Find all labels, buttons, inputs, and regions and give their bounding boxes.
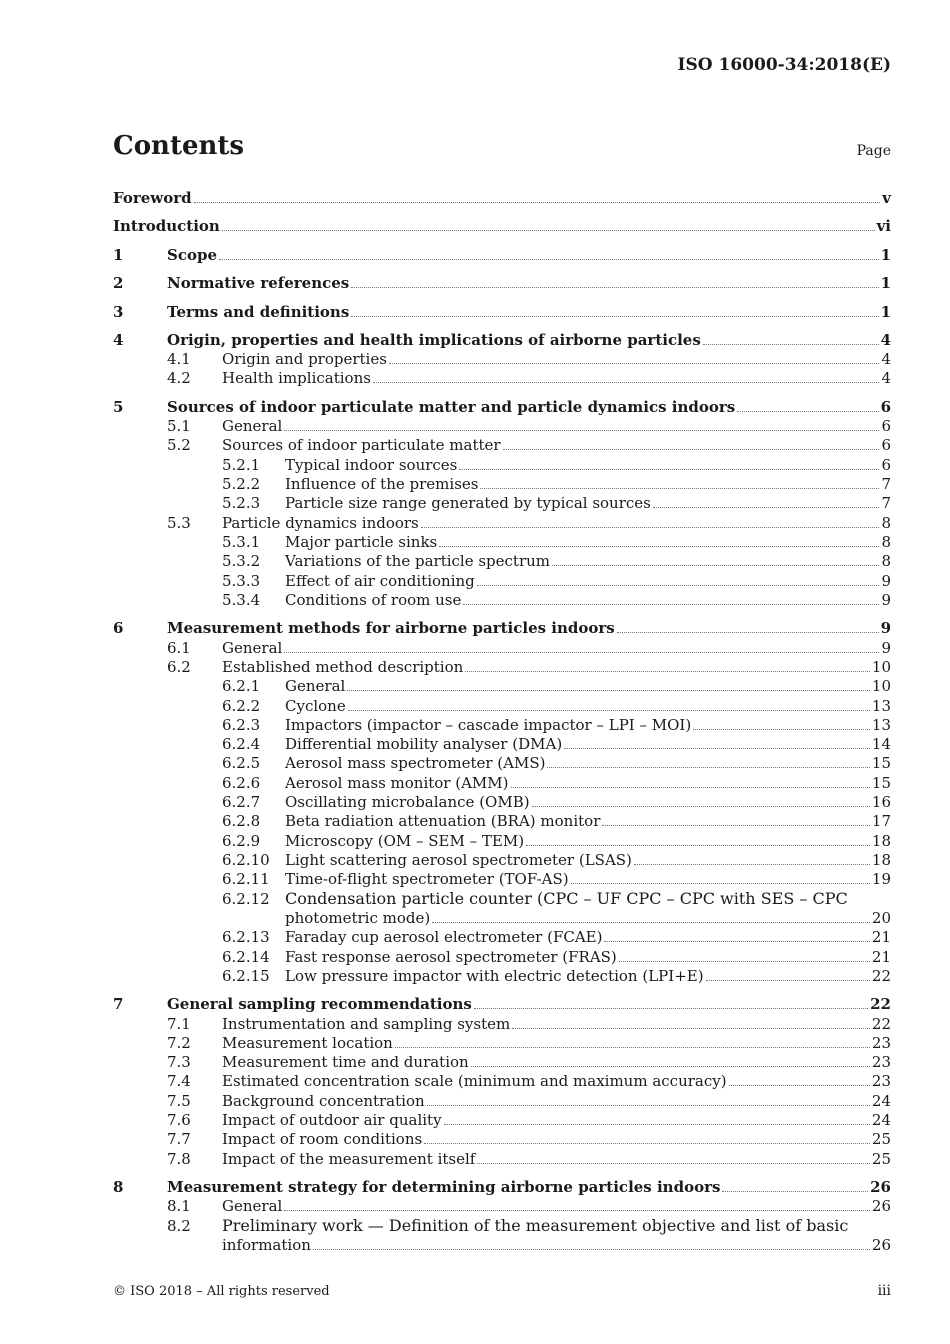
toc-leader-dots	[389, 350, 880, 364]
toc-entry[interactable]	[0, 435, 950, 455]
toc-entry-page: 9	[881, 572, 891, 590]
toc-entry-title: Cyclone	[285, 697, 346, 715]
toc-leader-dots	[421, 514, 880, 528]
toc-entry[interactable]	[0, 590, 950, 610]
toc-entry-title: Impact of outdoor air quality	[222, 1111, 442, 1129]
toc-leader-dots	[703, 331, 879, 345]
toc-entry-page: 8	[881, 514, 891, 532]
toc-entry-page: 6	[881, 456, 891, 474]
toc-entry-page: 4	[881, 350, 891, 368]
toc-entry[interactable]	[0, 368, 950, 388]
toc-entry-title: Particle dynamics indoors	[222, 514, 419, 532]
toc-leader-dots	[284, 417, 879, 431]
toc-entry-number: 6.2	[167, 658, 191, 676]
toc-entry-title: Beta radiation attenuation (BRA) monitor	[285, 812, 601, 830]
toc-entry-number: 6.1	[167, 639, 191, 657]
toc-entry-title: Impact of the measurement itself	[222, 1150, 476, 1168]
toc-entry-title: Origin and properties	[222, 350, 387, 368]
toc-entry-title: Measurement methods for airborne particles indoors	[167, 619, 615, 637]
toc-entry-number: 7.8	[167, 1150, 191, 1168]
toc-entry-number: 8.1	[167, 1197, 191, 1215]
toc-entry-number: 8	[113, 1178, 124, 1196]
toc-entry-title: Microscopy (OM – SEM – TEM)	[285, 832, 525, 850]
toc-entry[interactable]	[0, 273, 950, 293]
toc-leader-dots	[552, 552, 879, 566]
toc-entry-page: 9	[881, 591, 891, 609]
toc-leader-dots	[602, 812, 870, 826]
toc-entry-page: 21	[871, 948, 891, 966]
toc-entry[interactable]	[0, 1052, 950, 1072]
toc-entry[interactable]	[0, 657, 950, 677]
toc-entry-title: Particle size range generated by typical sources	[285, 494, 651, 512]
toc-entry-number: 6.2.1	[222, 677, 261, 695]
toc-entry[interactable]	[0, 811, 950, 831]
toc-entry-title: Origin, properties and health implications of airborne particles	[167, 331, 701, 349]
toc-entry-title: Scope	[167, 246, 218, 264]
toc-entry-page: 6	[881, 417, 891, 435]
toc-entry-title: Terms and definitions	[167, 303, 350, 321]
toc-entry-title: Foreword	[113, 189, 192, 207]
toc-entry-number: 5.3.1	[222, 533, 261, 551]
toc-entry-number: 5.2.3	[222, 494, 261, 512]
toc-entry-number: 6.2.13	[222, 928, 270, 946]
toc-entry-page: 23	[871, 1034, 891, 1052]
toc-leader-dots	[219, 246, 879, 260]
toc-entry[interactable]	[0, 474, 950, 494]
toc-entry-number: 7.7	[167, 1130, 191, 1148]
toc-entry-number: 6	[113, 619, 124, 637]
toc-leader-dots	[571, 870, 870, 884]
toc-leader-dots	[444, 1111, 870, 1125]
toc-entry-title: Time-of-flight spectrometer (TOF-AS)	[285, 870, 569, 888]
toc-entry[interactable]	[0, 734, 950, 754]
toc-entry-page: 21	[871, 928, 891, 946]
toc-entry-page: 16	[871, 793, 891, 811]
toc-entry-page: 9	[880, 619, 891, 637]
footer-page-number: iii	[877, 1283, 891, 1299]
toc-entry-number: 5.2.2	[222, 475, 261, 493]
toc-entry-title: Introduction	[113, 217, 220, 235]
toc-entry-title: Differential mobility analyser (DMA)	[285, 735, 563, 753]
toc-entry-number: 6.2.9	[222, 832, 261, 850]
toc-entry-title: Faraday cup aerosol electrometer (FCAE)	[285, 928, 603, 946]
toc-entry[interactable]	[0, 1033, 950, 1053]
toc-entry-page: v	[882, 189, 891, 207]
toc-entry-page: 8	[881, 552, 891, 570]
toc-entry[interactable]	[0, 1110, 950, 1130]
toc-entry-page: 13	[871, 697, 891, 715]
toc-entry-page: 22	[871, 1015, 891, 1033]
toc-entry-page: 4	[880, 331, 891, 349]
toc-leader-dots	[547, 754, 869, 768]
toc-entry-title: Typical indoor sources	[285, 456, 458, 474]
toc-entry-title: Measurement strategy for determining airborne particles indoors	[167, 1178, 721, 1196]
toc-entry[interactable]	[0, 850, 950, 870]
toc-entry-page: vi	[876, 217, 891, 235]
toc-entry-number: 5.3.4	[222, 591, 261, 609]
toc-leader-dots	[465, 658, 870, 672]
toc-entry[interactable]	[0, 551, 950, 571]
toc-leader-dots	[737, 398, 878, 412]
toc-entry-number: 5.2.1	[222, 456, 261, 474]
toc-leader-dots	[459, 456, 879, 470]
toc-entry-title: Impactors (impactor – cascade impactor – LPI – MOI)	[285, 716, 692, 734]
toc-entry-page: 18	[871, 851, 891, 869]
toc-entry-page: 6	[881, 436, 891, 454]
toc-entry-page: 26	[870, 1178, 891, 1196]
toc-leader-dots	[222, 217, 875, 231]
toc-entry-page: 24	[871, 1092, 891, 1110]
toc-entry[interactable]	[0, 571, 950, 591]
toc-leader-dots	[348, 697, 870, 711]
toc-entry-page: 1	[880, 303, 891, 321]
toc-leader-dots	[463, 591, 879, 605]
toc-entry-title: Variations of the particle spectrum	[285, 552, 551, 570]
toc-entry-page: 10	[871, 677, 891, 695]
toc-entry-number: 5.3.2	[222, 552, 261, 570]
toc-entry-title: photometric mode)	[285, 909, 431, 927]
toc-entry[interactable]	[0, 216, 950, 236]
toc-entry-number: 7.4	[167, 1072, 191, 1090]
toc-entry-title: Oscillating microbalance (OMB)	[285, 793, 530, 811]
toc-entry[interactable]	[0, 349, 950, 369]
toc-entry[interactable]	[0, 994, 950, 1014]
toc-leader-dots	[477, 1150, 870, 1164]
toc-entry-page: 15	[871, 754, 891, 772]
toc-entry[interactable]	[0, 1071, 950, 1091]
toc-entry[interactable]	[0, 455, 950, 475]
toc-leader-dots	[439, 533, 879, 547]
toc-entry-number: 6.2.15	[222, 967, 270, 985]
toc-entry-title-line: Condensation particle counter (CPC – UF CPC – CPC with SES – CPC	[285, 889, 848, 908]
toc-entry[interactable]	[0, 245, 950, 265]
toc-entry-page: 4	[881, 369, 891, 387]
toc-leader-dots	[693, 716, 870, 730]
toc-leader-dots	[477, 572, 880, 586]
toc-entry-page: 26	[871, 1197, 891, 1215]
toc-entry-number: 6.2.8	[222, 812, 261, 830]
toc-entry[interactable]	[0, 1196, 950, 1216]
toc-entry-page: 1	[880, 274, 891, 292]
document-id: ISO 16000-34:2018(E)	[677, 55, 891, 75]
toc-leader-dots	[474, 995, 868, 1009]
toc-entry-number: 7.6	[167, 1111, 191, 1129]
toc-entry[interactable]	[0, 1129, 950, 1149]
toc-entry[interactable]	[0, 618, 950, 638]
toc-entry-number: 5.3.3	[222, 572, 261, 590]
toc-leader-dots	[395, 1034, 870, 1048]
toc-entry-title: General sampling recommendations	[167, 995, 472, 1013]
toc-entry[interactable]	[0, 532, 950, 552]
toc-entry-number: 5	[113, 398, 124, 416]
toc-entry-page: 14	[871, 735, 891, 753]
toc-leader-dots	[373, 369, 880, 383]
toc-entry-page: 22	[871, 967, 891, 985]
toc-entry[interactable]	[0, 1014, 950, 1034]
toc-entry[interactable]	[0, 676, 950, 696]
toc-leader-dots	[722, 1178, 868, 1192]
toc-entry-number: 6.2.4	[222, 735, 261, 753]
toc-entry-number: 5.3	[167, 514, 191, 532]
toc-leader-dots	[480, 475, 879, 489]
toc-entry-page: 22	[870, 995, 891, 1013]
toc-entry-title: Low pressure impactor with electric detection (LPI+E)	[285, 967, 704, 985]
toc-leader-dots	[511, 774, 870, 788]
toc-entry-title: Sources of indoor particulate matter	[222, 436, 501, 454]
toc-entry-number: 3	[113, 303, 124, 321]
toc-entry-number: 6.2.7	[222, 793, 261, 811]
toc-entry-title: General	[222, 417, 283, 435]
toc-entry-number: 6.2.11	[222, 870, 270, 888]
toc-entry-title: Effect of air conditioning	[285, 572, 475, 590]
toc-entry-page: 1	[880, 246, 891, 264]
toc-entry-number: 4	[113, 331, 124, 349]
toc-leader-dots	[347, 677, 870, 691]
toc-entry-page: 7	[881, 475, 891, 493]
toc-entry-title: Conditions of room use	[285, 591, 462, 609]
toc-leader-dots	[706, 967, 870, 981]
toc-entry-number: 6.2.2	[222, 697, 261, 715]
toc-entry[interactable]	[0, 188, 950, 208]
toc-entry[interactable]	[0, 330, 950, 350]
toc-entry-number: 4.1	[167, 350, 191, 368]
toc-entry-title: Instrumentation and sampling system	[222, 1015, 511, 1033]
toc-leader-dots	[284, 639, 879, 653]
toc-entry-page: 23	[871, 1072, 891, 1090]
toc-entry[interactable]	[0, 493, 950, 513]
toc-entry-page: 25	[871, 1130, 891, 1148]
toc-entry-title: General	[222, 1197, 283, 1215]
toc-leader-dots	[503, 436, 880, 450]
toc-entry[interactable]	[0, 792, 950, 812]
toc-entry[interactable]	[0, 397, 950, 417]
toc-entry-number: 6.2.5	[222, 754, 261, 772]
toc-entry[interactable]	[0, 715, 950, 735]
toc-entry-number: 5.1	[167, 417, 191, 435]
toc-entry-number: 7.1	[167, 1015, 191, 1033]
toc-entry[interactable]	[0, 1149, 950, 1169]
toc-entry-page: 20	[871, 909, 891, 927]
toc-entry[interactable]	[0, 696, 950, 716]
toc-entry-number: 6.2.10	[222, 851, 270, 869]
toc-leader-dots	[619, 948, 870, 962]
toc-leader-dots	[427, 1092, 870, 1106]
toc-entry[interactable]	[0, 947, 950, 967]
toc-entry-page: 9	[881, 639, 891, 657]
toc-entry-title: Aerosol mass spectrometer (AMS)	[285, 754, 546, 772]
toc-entry-title: General	[222, 639, 283, 657]
toc-entry-page: 26	[871, 1236, 891, 1254]
toc-entry-number: 7	[113, 995, 124, 1013]
toc-entry[interactable]	[0, 513, 950, 533]
toc-entry-title: General	[285, 677, 346, 695]
toc-leader-dots	[617, 619, 879, 633]
toc-entry-page: 17	[871, 812, 891, 830]
toc-entry[interactable]	[0, 1177, 950, 1197]
toc-leader-dots	[634, 851, 870, 865]
toc-entry-page: 19	[871, 870, 891, 888]
footer-copyright: © ISO 2018 – All rights reserved	[113, 1284, 330, 1299]
toc-entry[interactable]	[0, 416, 950, 436]
toc-entry[interactable]	[0, 773, 950, 793]
toc-leader-dots	[351, 303, 878, 317]
toc-leader-dots	[653, 494, 880, 508]
toc-entry-page: 13	[871, 716, 891, 734]
toc-entry[interactable]	[0, 638, 950, 658]
toc-entry-title: Major particle sinks	[285, 533, 438, 551]
toc-entry-page: 18	[871, 832, 891, 850]
toc-entry-title: Established method description	[222, 658, 464, 676]
toc-entry-number: 6.2.12	[222, 890, 270, 908]
toc-entry-title: Normative references	[167, 274, 350, 292]
toc-entry-title: Influence of the premises	[285, 475, 479, 493]
toc-entry-page: 15	[871, 774, 891, 792]
toc-entry[interactable]	[0, 831, 950, 851]
toc-entry-number: 7.3	[167, 1053, 191, 1071]
toc-leader-dots	[424, 1130, 870, 1144]
toc-entry-title: Estimated concentration scale (minimum and maximum accuracy)	[222, 1072, 727, 1090]
toc-leader-dots	[313, 1236, 870, 1250]
toc-entry-number: 7.5	[167, 1092, 191, 1110]
toc-entry-page: 6	[880, 398, 891, 416]
toc-leader-dots	[512, 1015, 870, 1029]
toc-entry-number: 6.2.14	[222, 948, 270, 966]
toc-entry-number: 5.2	[167, 436, 191, 454]
toc-entry-title: Measurement time and duration	[222, 1053, 469, 1071]
toc-entry-number: 6.2.6	[222, 774, 261, 792]
toc-leader-dots	[284, 1197, 870, 1211]
toc-entry-number: 6.2.3	[222, 716, 261, 734]
contents-heading: Contents	[113, 131, 245, 161]
toc-entry-page: 24	[871, 1111, 891, 1129]
toc-entry[interactable]	[0, 869, 950, 889]
toc-leader-dots	[564, 735, 870, 749]
toc-leader-dots	[194, 189, 881, 203]
toc-entry-title: Sources of indoor particulate matter and particle dynamics indoors	[167, 398, 736, 416]
toc-entry-number: 7.2	[167, 1034, 191, 1052]
toc-entry-number: 4.2	[167, 369, 191, 387]
toc-leader-dots	[471, 1053, 870, 1067]
toc-leader-dots	[604, 928, 869, 942]
toc-leader-dots	[526, 832, 870, 846]
toc-entry-title: Impact of room conditions	[222, 1130, 423, 1148]
toc-leader-dots	[532, 793, 870, 807]
toc-entry[interactable]	[0, 966, 950, 986]
toc-entry-page: 10	[871, 658, 891, 676]
toc-entry-title: information	[222, 1236, 311, 1254]
toc-entry-page: 25	[871, 1150, 891, 1168]
toc-entry-page: 8	[881, 533, 891, 551]
toc-leader-dots	[432, 909, 870, 923]
toc-entry-title: Measurement location	[222, 1034, 393, 1052]
toc-entry-title: Background concentration	[222, 1092, 425, 1110]
toc-entry[interactable]	[0, 927, 950, 947]
toc-leader-dots	[351, 274, 878, 288]
toc-entry-title: Aerosol mass monitor (AMM)	[285, 774, 509, 792]
page-column-label: Page	[856, 143, 891, 159]
toc-entry-title: Light scattering aerosol spectrometer (LSAS)	[285, 851, 632, 869]
toc-entry-title: Health implications	[222, 369, 371, 387]
toc-entry-number: 8.2	[167, 1217, 191, 1235]
toc-entry-number: 2	[113, 274, 124, 292]
toc-entry-title-line: Preliminary work — Definition of the measurement objective and list of basic	[222, 1216, 849, 1235]
toc-entry[interactable]	[0, 753, 950, 773]
toc-entry[interactable]	[0, 302, 950, 322]
toc-entry-title: Fast response aerosol spectrometer (FRAS)	[285, 948, 617, 966]
toc-leader-dots	[729, 1072, 870, 1086]
toc-entry-page: 7	[881, 494, 891, 512]
toc-entry-page: 23	[871, 1053, 891, 1071]
toc-entry[interactable]	[0, 1091, 950, 1111]
toc-entry-number: 1	[113, 246, 124, 264]
